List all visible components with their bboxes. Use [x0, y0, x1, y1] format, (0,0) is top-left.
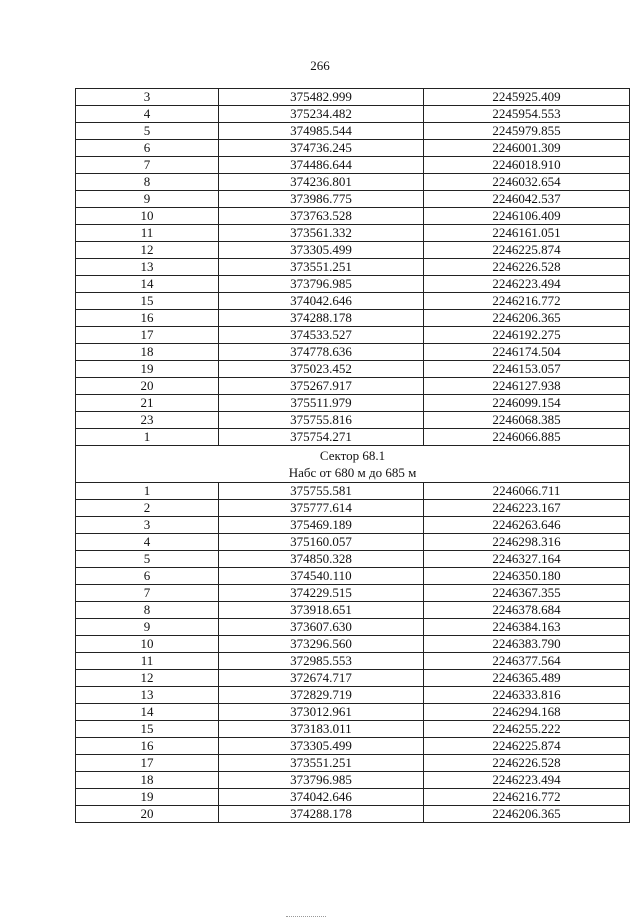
table-row [76, 670, 630, 687]
table-row [76, 483, 630, 500]
table-row [76, 738, 630, 755]
point-number-cell: 2 [76, 500, 219, 517]
x-coordinate-cell: 373551.251 [219, 755, 424, 772]
x-coordinate-cell: 374850.328 [219, 551, 424, 568]
x-coordinate-cell: 375234.482 [219, 106, 424, 123]
table-row [76, 412, 630, 429]
x-coordinate-cell: 374778.636 [219, 344, 424, 361]
x-coordinate-cell: 375267.917 [219, 378, 424, 395]
x-coordinate-cell: 375777.614 [219, 500, 424, 517]
point-number-cell: 4 [76, 106, 219, 123]
x-coordinate-cell: 375754.271 [219, 429, 424, 446]
x-coordinate-cell: 374042.646 [219, 789, 424, 806]
y-coordinate-cell: 2246255.222 [424, 721, 630, 738]
y-coordinate-cell: 2246216.772 [424, 293, 630, 310]
table-row [76, 789, 630, 806]
x-coordinate-cell: 374985.544 [219, 123, 424, 140]
x-coordinate-cell: 374042.646 [219, 293, 424, 310]
table-row [76, 517, 630, 534]
x-coordinate-cell: 372674.717 [219, 670, 424, 687]
point-number-cell: 21 [76, 395, 219, 412]
y-coordinate-cell: 2246042.537 [424, 191, 630, 208]
point-number-cell: 6 [76, 568, 219, 585]
y-coordinate-cell: 2246161.051 [424, 225, 630, 242]
y-coordinate-cell: 2246298.316 [424, 534, 630, 551]
page-number: 266 [310, 58, 330, 73]
point-number-cell: 20 [76, 806, 219, 823]
table-row [76, 653, 630, 670]
y-coordinate-cell: 2246294.168 [424, 704, 630, 721]
x-coordinate-cell: 374540.110 [219, 568, 424, 585]
x-coordinate-cell: 373305.499 [219, 242, 424, 259]
table-row [76, 429, 630, 446]
table-body-after [76, 483, 630, 823]
table-row [76, 89, 630, 106]
x-coordinate-cell: 372985.553 [219, 653, 424, 670]
point-number-cell: 18 [76, 772, 219, 789]
y-coordinate-cell: 2246106.409 [424, 208, 630, 225]
point-number-cell: 6 [76, 140, 219, 157]
x-coordinate-cell: 373296.560 [219, 636, 424, 653]
page-edge-mark [286, 916, 326, 919]
point-number-cell: 9 [76, 191, 219, 208]
x-coordinate-cell: 375511.979 [219, 395, 424, 412]
x-coordinate-cell: 375755.581 [219, 483, 424, 500]
point-number-cell: 16 [76, 310, 219, 327]
x-coordinate-cell: 373986.775 [219, 191, 424, 208]
y-coordinate-cell: 2245979.855 [424, 123, 630, 140]
y-coordinate-cell: 2246216.772 [424, 789, 630, 806]
point-number-cell: 7 [76, 585, 219, 602]
point-number-cell: 14 [76, 704, 219, 721]
table-row [76, 755, 630, 772]
table-row [76, 259, 630, 276]
x-coordinate-cell: 373561.332 [219, 225, 424, 242]
point-number-cell: 11 [76, 225, 219, 242]
y-coordinate-cell: 2246001.309 [424, 140, 630, 157]
table-row [76, 704, 630, 721]
y-coordinate-cell: 2246068.385 [424, 412, 630, 429]
table-row [76, 772, 630, 789]
point-number-cell: 4 [76, 534, 219, 551]
y-coordinate-cell: 2246066.711 [424, 483, 630, 500]
point-number-cell: 3 [76, 517, 219, 534]
x-coordinate-cell: 374229.515 [219, 585, 424, 602]
y-coordinate-cell: 2245954.553 [424, 106, 630, 123]
coordinates-table [75, 88, 630, 823]
section-header [76, 446, 630, 483]
point-number-cell: 1 [76, 429, 219, 446]
table-row [76, 225, 630, 242]
y-coordinate-cell: 2246206.365 [424, 310, 630, 327]
table-row [76, 568, 630, 585]
point-number-cell: 12 [76, 242, 219, 259]
table-row [76, 585, 630, 602]
table-row [76, 191, 630, 208]
y-coordinate-cell: 2246018.910 [424, 157, 630, 174]
y-coordinate-cell: 2246223.494 [424, 276, 630, 293]
x-coordinate-cell: 373012.961 [219, 704, 424, 721]
x-coordinate-cell: 374533.527 [219, 327, 424, 344]
table-row [76, 378, 630, 395]
point-number-cell: 13 [76, 687, 219, 704]
table-row [76, 619, 630, 636]
table-row [76, 687, 630, 704]
x-coordinate-cell: 373551.251 [219, 259, 424, 276]
y-coordinate-cell: 2246223.167 [424, 500, 630, 517]
x-coordinate-cell: 375755.816 [219, 412, 424, 429]
point-number-cell: 9 [76, 619, 219, 636]
y-coordinate-cell: 2246377.564 [424, 653, 630, 670]
x-coordinate-cell: 374236.801 [219, 174, 424, 191]
x-coordinate-cell: 374288.178 [219, 806, 424, 823]
x-coordinate-cell: 372829.719 [219, 687, 424, 704]
table-row [76, 500, 630, 517]
y-coordinate-cell: 2246350.180 [424, 568, 630, 585]
table-row [76, 721, 630, 738]
point-number-cell: 15 [76, 721, 219, 738]
y-coordinate-cell: 2246378.684 [424, 602, 630, 619]
point-number-cell: 19 [76, 789, 219, 806]
point-number-cell: 17 [76, 327, 219, 344]
x-coordinate-cell: 375023.452 [219, 361, 424, 378]
table-row [76, 395, 630, 412]
table-row [76, 327, 630, 344]
table-row [76, 140, 630, 157]
y-coordinate-cell: 2246099.154 [424, 395, 630, 412]
y-coordinate-cell: 2246367.355 [424, 585, 630, 602]
point-number-cell: 10 [76, 636, 219, 653]
section-cell [76, 446, 630, 483]
x-coordinate-cell: 373796.985 [219, 276, 424, 293]
table-row [76, 208, 630, 225]
point-number-cell: 20 [76, 378, 219, 395]
point-number-cell: 11 [76, 653, 219, 670]
table-row [76, 293, 630, 310]
point-number-cell: 5 [76, 551, 219, 568]
point-number-cell: 5 [76, 123, 219, 140]
section-row [76, 446, 630, 483]
y-coordinate-cell: 2246327.164 [424, 551, 630, 568]
x-coordinate-cell: 373305.499 [219, 738, 424, 755]
y-coordinate-cell: 2246263.646 [424, 517, 630, 534]
y-coordinate-cell: 2246032.654 [424, 174, 630, 191]
y-coordinate-cell: 2246226.528 [424, 755, 630, 772]
point-number-cell: 23 [76, 412, 219, 429]
point-number-cell: 19 [76, 361, 219, 378]
y-coordinate-cell: 2246384.163 [424, 619, 630, 636]
x-coordinate-cell: 373607.630 [219, 619, 424, 636]
table-row [76, 174, 630, 191]
y-coordinate-cell: 2246383.790 [424, 636, 630, 653]
point-number-cell: 7 [76, 157, 219, 174]
section-subtitle: Набс от 680 м до 685 м [288, 465, 417, 480]
y-coordinate-cell: 2245925.409 [424, 89, 630, 106]
y-coordinate-cell: 2246206.365 [424, 806, 630, 823]
point-number-cell: 12 [76, 670, 219, 687]
table-row [76, 636, 630, 653]
table-row [76, 276, 630, 293]
y-coordinate-cell: 2246333.816 [424, 687, 630, 704]
section-title: Сектор 68.1 [319, 448, 386, 463]
table-row [76, 602, 630, 619]
table-row [76, 242, 630, 259]
x-coordinate-cell: 374288.178 [219, 310, 424, 327]
x-coordinate-cell: 373183.011 [219, 721, 424, 738]
table-row [76, 310, 630, 327]
table-row [76, 106, 630, 123]
table-row [76, 361, 630, 378]
y-coordinate-cell: 2246225.874 [424, 242, 630, 259]
y-coordinate-cell: 2246223.494 [424, 772, 630, 789]
point-number-cell: 1 [76, 483, 219, 500]
point-number-cell: 10 [76, 208, 219, 225]
point-number-cell: 14 [76, 276, 219, 293]
y-coordinate-cell: 2246174.504 [424, 344, 630, 361]
x-coordinate-cell: 373918.651 [219, 602, 424, 619]
x-coordinate-cell: 374736.245 [219, 140, 424, 157]
x-coordinate-cell: 374486.644 [219, 157, 424, 174]
y-coordinate-cell: 2246127.938 [424, 378, 630, 395]
point-number-cell: 16 [76, 738, 219, 755]
table-body-before [76, 89, 630, 446]
x-coordinate-cell: 375160.057 [219, 534, 424, 551]
point-number-cell: 8 [76, 174, 219, 191]
table-row [76, 344, 630, 361]
y-coordinate-cell: 2246153.057 [424, 361, 630, 378]
x-coordinate-cell: 373796.985 [219, 772, 424, 789]
table-row [76, 551, 630, 568]
y-coordinate-cell: 2246192.275 [424, 327, 630, 344]
point-number-cell: 8 [76, 602, 219, 619]
y-coordinate-cell: 2246066.885 [424, 429, 630, 446]
point-number-cell: 17 [76, 755, 219, 772]
point-number-cell: 18 [76, 344, 219, 361]
point-number-cell: 3 [76, 89, 219, 106]
y-coordinate-cell: 2246365.489 [424, 670, 630, 687]
x-coordinate-cell: 373763.528 [219, 208, 424, 225]
table-row [76, 157, 630, 174]
x-coordinate-cell: 375482.999 [219, 89, 424, 106]
y-coordinate-cell: 2246225.874 [424, 738, 630, 755]
y-coordinate-cell: 2246226.528 [424, 259, 630, 276]
table-row [76, 123, 630, 140]
point-number-cell: 13 [76, 259, 219, 276]
table-row [76, 534, 630, 551]
table-row [76, 806, 630, 823]
x-coordinate-cell: 375469.189 [219, 517, 424, 534]
point-number-cell: 15 [76, 293, 219, 310]
